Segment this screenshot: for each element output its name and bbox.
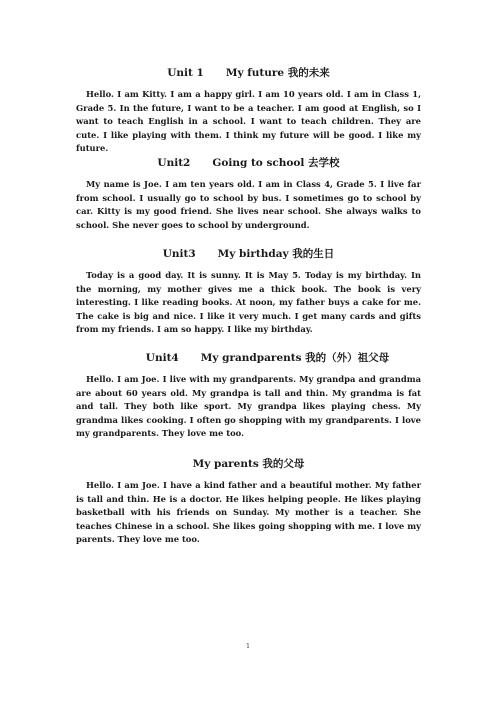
section-title: My birthday 我的生日 [217, 248, 335, 260]
section-title: Going to school 去学校 [212, 157, 340, 169]
section-heading [76, 351, 421, 365]
unit-label: Unit2 [157, 157, 191, 169]
section-unit-3 [76, 247, 421, 337]
section-parents [76, 457, 421, 547]
section-body: Hello. I am Joe. I live with my grandparents. My grandpa and grandma are about 60 years old. My grandpa is tall and thin. My grandma is fat and tall. They both like sport. My grandpa likes playing chess. My grandma likes cooking. I often go shopping with my grandparents. I love my grandparents. They love me too. [76, 374, 421, 439]
section-body: Today is a good day. It is sunny. It is May 5. Today is my birthday. In the morning, my mother gives me a thick book. The book is very interesting. I like reading books. At noon, my father buys a cake for me. The cake is big and nice. I like it very much. I get many cards and gifts from my friends. I am so happy. I like my birthday. [76, 270, 421, 335]
section-heading [76, 457, 421, 471]
section-body: My name is Joe. I am ten years old. I am in Class 4, Grade 5. I live far from school. I usually go to school by bus. I sometimes go to school by car. Kitty is my good friend. She lives near school. She always walks to school. She never goes to school by underground. [76, 179, 421, 230]
section-title: My future 我的未来 [225, 67, 330, 79]
section-heading [76, 66, 421, 80]
unit-label: Unit4 [145, 352, 179, 364]
section-title: My parents 我的父母 [192, 458, 305, 470]
section-unit-1 [76, 66, 421, 156]
unit-label: Unit3 [162, 248, 196, 260]
section-body: Hello. I am Kitty. I am a happy girl. I am 10 years old. I am in Class 1, Grade 5. In the future, I want to be a teacher. I am good at English, so I want to teach English in a school. I want to teach children. They are cute. I like playing with them. I think my future will be good. I like my future. [76, 89, 421, 154]
section-body: Hello. I am Joe. I have a kind father and a beautiful mother. My father is tall and thin. He is a doctor. He likes helping people. He likes playing basketball with his friends on Sunday. My mother is a teacher. She teaches Chinese in a school. She likes going shopping with me. I love my parents. They love me too. [76, 480, 421, 545]
section-unit-2 [76, 156, 421, 232]
section-heading [76, 156, 421, 170]
section-heading [76, 247, 421, 261]
section-unit-4 [76, 351, 421, 441]
page-number: 1 [246, 643, 250, 650]
unit-label: Unit 1 [167, 67, 204, 79]
section-title: My grandparents 我的（外）祖父母 [200, 352, 390, 364]
